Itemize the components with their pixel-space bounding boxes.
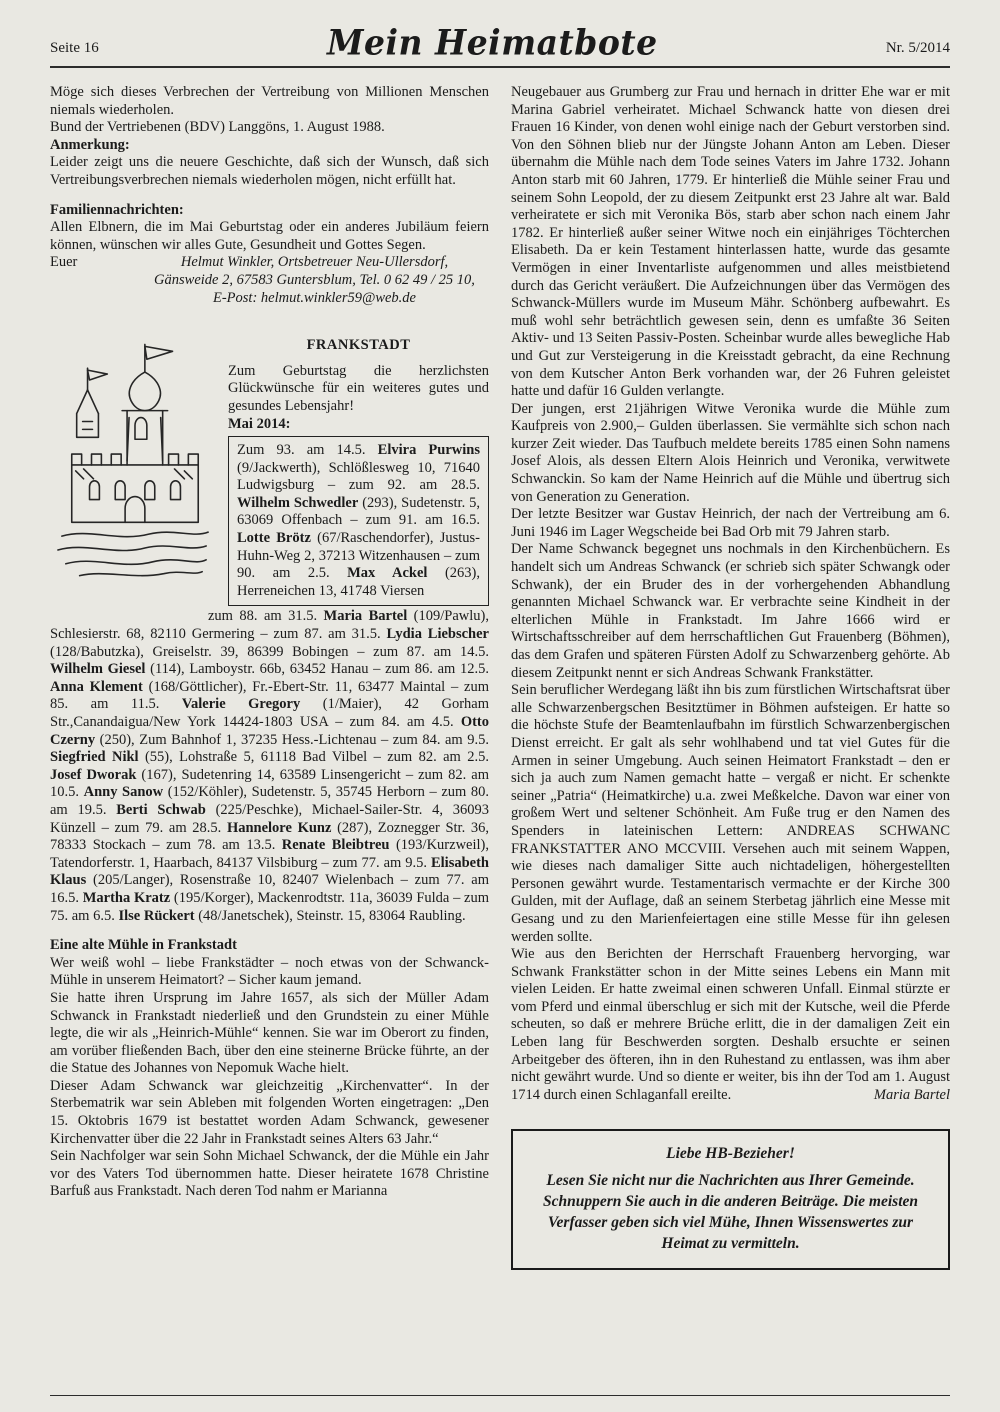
- muehle-paragraph: Dieser Adam Schwanck war gleichzeitig „Kirchenvatter“. In der Sterbematrik war sein Ableben mit folgenden Worten eingetragen: „Den 15. Oktobris 1679 ist bestattet worden Adam Schwanck, gewesener Kirchenvatter über die 22 Jahr in Frankstadt seines Alters 63 Jahr.“: [50, 1077, 489, 1147]
- signature-line-1: Helmut Winkler, Ortsbetreuer Neu-Ullersdorf,: [180, 254, 449, 271]
- issue-number-label: Nr. 5/2014: [885, 40, 950, 56]
- anmerkung-text: Leider zeigt uns die neuere Geschichte, daß sich der Wunsch, daß sich Vertreibungsverbrechen niemals wiederholen mögen, nicht erfüllt hat.: [50, 154, 489, 188]
- signature-line-2: Gänsweide 2, 67583 Guntersblum, Tel. 0 62 49 / 25 10,: [154, 271, 475, 288]
- frankstadt-content: [228, 337, 489, 606]
- spacer: [50, 925, 489, 937]
- birthday-box: Zum 93. am 14.5. Elvira Purwins (9/Jackwerth), Schlößlesweg 10, 71640 Ludwigsburg – zum 92. am 28.5. Wilhelm Schwedler (293), Sudetenstr. 5, 63069 Offenbach – zum 91. am 16.5. Lotte Brötz (67/Raschendorfer), Justus-Huhn-Weg 2, 37213 Witzenhausen – zum 90. am 2.5. Max Ackel (263), Herreneichen 13, 41748 Viersen: [228, 436, 489, 606]
- spacer: [50, 307, 489, 319]
- familiennachrichten-heading: Familiennachrichten:: [50, 201, 184, 218]
- muehle-paragraph: Sie hatte ihren Ursprung im Jahre 1657, als sich der Müller Adam Schwanck in Frankstadt niederließ und den Grundstein zu einer Mühle legte, die wir als „Heinrich-Mühle“ kennen. Sie war im Oberort zu finden, am vorüber fließenden Bach, über den eine steinerne Brücke führte, an der die Statue des Johannes von Nepomuk Wache hielt.: [50, 989, 489, 1077]
- euer-label: Euer: [50, 254, 78, 271]
- right-column: [511, 84, 950, 1270]
- spacer: [50, 190, 489, 202]
- muehle-heading: Eine alte Mühle in Frankstadt: [50, 937, 237, 954]
- left-column: [50, 84, 489, 1270]
- two-column-body: [50, 84, 950, 1270]
- castle-drawing-icon: [50, 337, 218, 587]
- article-paragraph: Der Name Schwanck begegnet uns nochmals in den Kirchenbüchern. Es handelt sich um Andreas Schwanck (er schrieb sich später Schwangk oder Schwank), der ein Bruder des in der vorhergehenden Abhandlung genannten Michael Schwanck war. Er verbrachte seine Kindheit in der elterlichen Mühle in Frankstadt. Im Jahre 1666 wird er Wirtschaftsschreiber auf dem herrschaftlichen Gut Frauenberg (Böhmen), das dem Grafen und späteren Fürsten Adolf zu Schwarzenberg gehörte. Ab diesem Zeitpunkt nennt er sich Andreas Schwank Frankstätter.: [511, 541, 950, 681]
- hb-bezieher-notice: [511, 1129, 950, 1270]
- author-byline: Maria Bartel: [873, 1087, 950, 1104]
- castle-sketch: [50, 337, 218, 606]
- article-paragraph: Der jungen, erst 21jährigen Witwe Veronika wurde die Mühle zum Kaufpreis von 2.900,– Gulden überlassen. Sie vermählte sich schon nach kurzer Zeit wieder. Das Taufbuch meldete bereits 1785 einen Sohn namens Josef Alois, als dessen Eltern Alois Heinrich und Veronika, verwitwete Schwanckin. So kam der Name Heinrich auf die Mühle und übertrug sich von Generation zu Generation.: [511, 400, 950, 505]
- article-paragraph: Sein beruflicher Werdegang läßt ihn bis zum fürstlichen Wirtschaftsrat über alle Schwarzenbergschen Besitztümer in Böhmen aufsteigen. Er hatte so die höchste Stufe der Beamtenlaufbahn im fürstlich Schwarzenbergischen Dienst erreicht. Er galt als sehr wohlhabend und tat viel Gutes für die Armen in seiner Umgebung. Auch seinen Heimatort Frankstadt – den er sich ja auch zum Namen gemacht hatte – vergaß er nicht. Er schenkte seiner „Patria“ (Heimatkirche) u.a. zwei Meßkelche. Davon war einer von großem Wert und seltener Schönheit. Am Fuße trug er den Namen des Spenders in lateinischen Lettern: ANDREAS SCHWANC FRANKSTATTER ANO MCCVIII. Versehen auch mit seinem Wappen, wie dieses nach damaliger Sitte auch nichtadeligen, höhergestellten Personen gewährt wurde. Testamentarisch vermachte er der Kirche 300 Gulden, mit der Auflage, daß an seinem Sterbetag jährlich eine Messe mit Gesang und zu den Marienfeiertagen eine stille Messe für ihn gelesen werden sollte.: [511, 682, 950, 945]
- bdv-attribution: Bund der Vertriebenen (BDV) Langgöns, 1. August 1988.: [50, 119, 385, 136]
- vertreibung-quote: Möge sich dieses Verbrechen der Vertreibung von Millionen Menschen niemals wiederholen.: [50, 84, 489, 118]
- article-paragraph: Der letzte Besitzer war Gustav Heinrich, der nach der Vertreibung am 6. Juni 1946 im Lager Wegscheide bei Bad Orb mit 79 Jahren starb.: [511, 506, 950, 540]
- month-heading: Mai 2014:: [228, 415, 291, 432]
- birthday-list-continued: zum 88. am 31.5. Maria Bartel (109/Pawlu), Schlesierstr. 68, 82110 Germering – zum 87. am 31.5. Lydia Liebscher (128/Babutzka), Greiselstr. 39, 86399 Bobingen – zum 87. am 14.5. Wilhelm Giesel (114), Lamboystr. 66b, 63452 Hanau – zum 86. am 12.5. Anna Klement (168/Göttlicher), Fr.-Ebert-Str. 11, 63477 Maintal – zum 85. am 11.5. Valerie Gregory (1/Maier), 42 Gorham Str.,Canandaigua/New York 14424-1803 USA – zum 84. am 4.5. Otto Czerny (250), Zum Bahnhof 1, 37235 Hess.-Lichtenau – zum 84. am 9.5. Siegfried Nikl (55), Lohstraße 5, 61118 Bad Vilbel – zum 82. am 2.5. Josef Dworak (167), Sudetenring 14, 63589 Linsengericht – zum 82. am 10.5. Anny Sanow (152/Köhler), Sudetenstr. 5, 35745 Herborn – zum 80. am 19.5. Berti Schwab (225/Peschke), Michael-Sailer-Str. 4, 36093 Künzell – zum 79. am 28.5. Hannelore Kunz (287), Zoznegger Str. 36, 78333 Stockach – zum 78. am 13.5. Renate Bleibtreu (193/Kurzweil), Tatendorferstr. 1, Haarbach, 84137 Vilsbiburg – zum 77. am 9.5. Elisabeth Klaus (205/Langer), Rosenstraße 10, 82407 Wielenbach – zum 77. am 16.5. Martha Kratz (195/Korger), Mackenrodtstr. 11a, 36039 Fulda – zum 75. am 6.5. Ilse Rückert (48/Janetschek), Steinstr. 15, 83064 Raubling.: [50, 608, 490, 924]
- anmerkung-heading: Anmerkung:: [50, 136, 130, 153]
- frankstadt-greeting: Zum Geburtstag die herzlichsten Glückwünsche für ein weiteres gutes und gesundes Lebensjahr!: [228, 362, 489, 414]
- frankstadt-section: [50, 337, 489, 606]
- familiennachrichten-text: Allen Elbnern, die im Mai Geburtstag oder ein anderes Jubiläum feiern können, wünschen wir alles Gute, Gesundheit und Gottes Segen.: [50, 219, 489, 253]
- muehle-paragraph: Wer weiß wohl – liebe Frankstädter – noch etwas von der Schwanck-Mühle in unserem Heimatort? – Sicher kaum jemand.: [50, 954, 489, 989]
- ortsbetreuer-signature: [140, 254, 489, 307]
- notice-title: Liebe HB-Bezieher!: [666, 1145, 795, 1163]
- page-number-label: Seite 16: [50, 40, 99, 56]
- masthead-title: Mein Heimatbote: [326, 22, 658, 63]
- footer-rule: [50, 1395, 950, 1396]
- article-paragraph: Neugebauer aus Grumberg zur Frau und hernach in dritter Ehe war er mit Marina Gabriel verheiratet. Michael Schwanck hatte von diesen drei Frauen 16 Kinder, von denen wohl einige nach der Geburt verstorben sind. Von den Söhnen blieb nur der Jüngste Johann Anton am Leben. Dieser übernahm die Mühle nach dem Tode seines Vaters im Jahre 1732. Johann Anton starb mit 60 Jahren, 1779. Er hinterließ die Mühle seiner Frau und seinem Sohn Leopold, der zu diesem Zeitpunkt erst 23 Jahre alt war. Bald verheiratete er sich mit Veronika Bös, starb aber schon nach einem Jahr 1782. Er hinterließ außer seiner Witwe noch ein einjähriges Töchterchen Elisabeth. Da er kein Testament hinterlassen hatte, wurde das gesamte Vermögen in einer Inventarliste aufgenommen und alles meistbietend durch das Gericht veräußert. Die Aufzeichnungen über das Vermögen des Schwanck-Müllers wurde im Museum Mähr. Schönberg aufbewahrt. Es muß wohl sehr beträchtlich gewesen sein, denn es umfaßte 36 Seiten Aktiv- und 13 Seiten Passiv-Posten. Scheinbar wurde alles bewegliche Hab und Gut zur Versteigerung in die Kreisstadt gebracht, da eine Rechnung von dem Kutscher Anton Berk vorhanden war, der 26 Fuhren geleistet hatte und dafür 16 Gulden verlangte.: [511, 84, 950, 400]
- signature-line-3: E-Post: helmut.winkler59@web.de: [212, 289, 416, 306]
- notice-body: Lesen Sie nicht nur die Nachrichten aus Ihrer Gemeinde. Schnuppern Sie auch in die anderen Beiträge. Die meisten Verfasser geben sich viel Mühe, Ihnen Wissenswertes zur Heimat zu vermitteln.: [542, 1172, 919, 1253]
- article-paragraph: Wie aus den Berichten der Herrschaft Frauenberg hervorging, war Schwank Frankstätter schon in der Mitte seines Lebens ein Mann mit vielen Leiden. Er hatte zweimal einen schweren Unfall. Einmal stürzte er vom Pferd und einmal überschlug er sich mit der Kutsche, weil die Pferde scheuten, so daß er mehrere Brüche erlitt, die in der damaligen Zeit ein Leben lang für Beschwerden sorgten. Deshalb ersuchte er seinen Arbeitgeber des öfteren, ihn in den Ruhestand zu entlassen, was ihm aber nicht gewährt wurde. Und so diente er weiter, bis ihn der Tod am 1. August 1714 durch einen Schlaganfall ereilte.: [511, 946, 950, 1103]
- signature-block: [50, 254, 489, 307]
- spacer: [50, 319, 489, 331]
- page-header: [50, 0, 950, 68]
- muehle-paragraph: Sein Nachfolger war sein Sohn Michael Schwanck, der die Mühle ein Jahr vor des Vaters Tod übernommen hatte. Dieser heiratete 1678 Christine Barfuß aus Frankstadt. Nach deren Tod nahm er Marianna: [50, 1148, 489, 1200]
- frankstadt-title: FRANKSTADT: [306, 337, 411, 354]
